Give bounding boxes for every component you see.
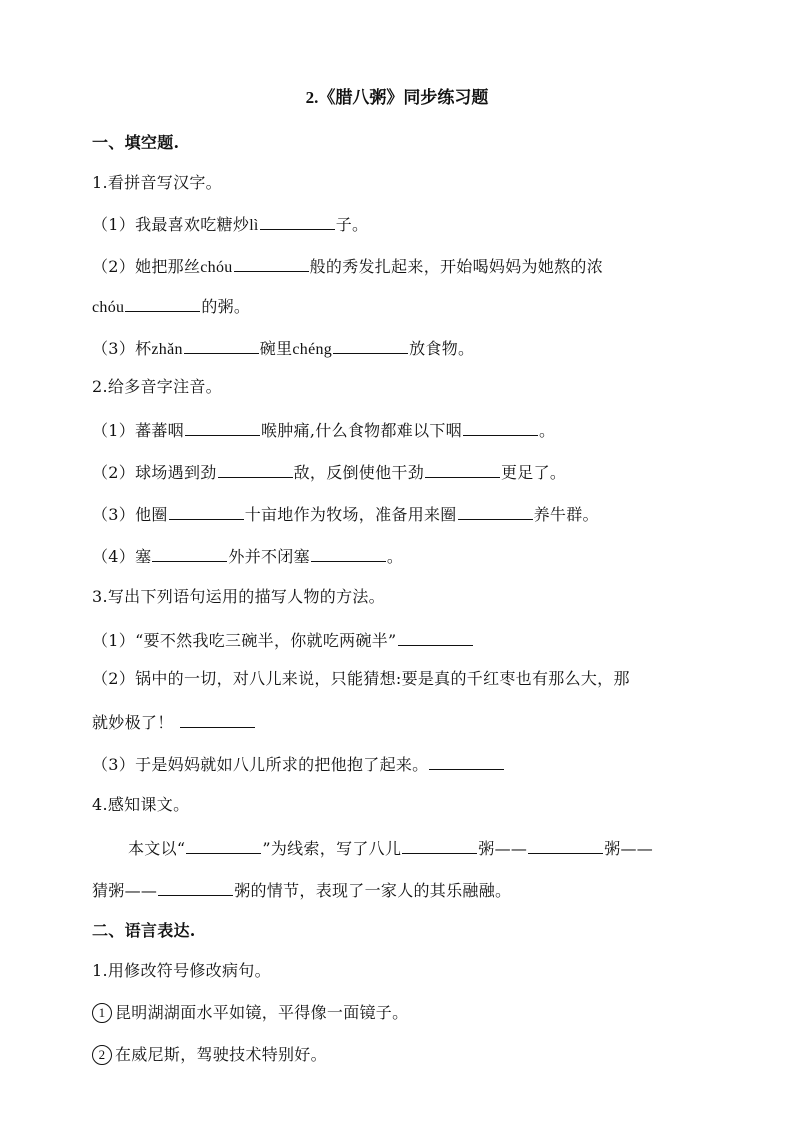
item-text: （1）蕃蕃咽: [92, 421, 184, 440]
answer-blank[interactable]: [425, 460, 500, 478]
item-text: （3）于是妈妈就如八儿所求的把他抱了起来。: [92, 755, 429, 774]
item-text: 粥——: [478, 839, 528, 858]
item-text: 喉肿痛,什么食物都难以下咽: [260, 421, 462, 440]
question-2-item-4: [92, 544, 403, 568]
pinyin: zhǎn: [151, 341, 183, 358]
answer-blank[interactable]: [528, 836, 603, 854]
question-1-item-2-cont: [92, 294, 250, 319]
item-text: 。: [538, 421, 556, 440]
answer-blank[interactable]: [169, 502, 244, 520]
answer-blank[interactable]: [125, 294, 200, 312]
answer-blank[interactable]: [218, 460, 293, 478]
item-text: 就妙极了！: [92, 713, 174, 732]
answer-blank[interactable]: [398, 628, 473, 646]
question-1-item-3: [92, 336, 474, 361]
item-text: （4）塞: [92, 547, 152, 566]
question-3-item-2-cont: [92, 710, 256, 734]
question-3-stem: 3.写出下列语句运用的描写人物的方法。: [92, 587, 385, 606]
item-text: 外并不闭塞: [228, 547, 310, 566]
pinyin: chóu: [200, 259, 233, 276]
answer-blank[interactable]: [152, 544, 227, 562]
item-text: 碗里: [259, 339, 293, 358]
item-text: 粥的情节，表现了一家人的其乐融融。: [234, 881, 512, 900]
answer-blank[interactable]: [180, 710, 255, 728]
item-text: 猜粥——: [92, 881, 158, 900]
item-text: 的粥。: [201, 297, 251, 316]
question-4-paragraph-line-2: [92, 878, 511, 902]
question-1-stem: 1.看拼音写汉字。: [92, 173, 222, 192]
answer-blank[interactable]: [463, 418, 538, 436]
item-text: 养牛群。: [533, 505, 599, 524]
circled-number: 1: [92, 1003, 112, 1023]
question-5-item-2: [92, 1044, 327, 1066]
item-text: （2）球场遇到劲: [92, 463, 217, 482]
answer-blank[interactable]: [185, 418, 260, 436]
answer-blank[interactable]: [158, 878, 233, 896]
item-text: （2）她把那丝: [92, 257, 201, 276]
answer-blank[interactable]: [311, 544, 386, 562]
item-text: （2）锅中的一切，对八儿来说，只能猜想:要是真的千红枣也有那么大，那: [92, 669, 630, 688]
item-text: 放食物。: [409, 339, 475, 358]
item-text: （3）杯: [92, 339, 152, 358]
question-1-item-2: [92, 254, 603, 279]
answer-blank[interactable]: [458, 502, 533, 520]
circled-number: 2: [92, 1045, 112, 1065]
item-text: 在威尼斯，驾驶技术特别好。: [115, 1045, 327, 1064]
question-2-item-3: [92, 502, 599, 526]
item-text: 粥——: [604, 839, 654, 858]
item-text: （3）他圈: [92, 505, 168, 524]
pinyin: lì: [249, 217, 259, 234]
section-heading-language-expression: 二、语言表达.: [92, 921, 196, 940]
pinyin: chóu: [92, 299, 125, 316]
page-title: 2.《腊八粥》同步练习题: [305, 88, 489, 107]
answer-blank[interactable]: [260, 212, 335, 230]
item-text: 般的秀发扎起来，开始喝妈妈为她熬的浓: [309, 257, 603, 276]
section-heading-fill-blank: 一、填空题.: [92, 133, 180, 152]
answer-blank[interactable]: [402, 836, 477, 854]
item-text: 。: [386, 547, 404, 566]
question-2-item-1: [92, 418, 555, 442]
item-text: （1）“要不然我吃三碗半，你就吃两碗半”: [92, 631, 397, 650]
answer-blank[interactable]: [234, 254, 309, 272]
item-text: 昆明湖湖面水平如镜，平得像一面镜子。: [115, 1003, 409, 1022]
answer-blank[interactable]: [333, 336, 408, 354]
question-3-item-2: [92, 668, 630, 690]
question-4-stem: 4.感知课文。: [92, 795, 190, 814]
answer-blank[interactable]: [184, 336, 259, 354]
item-text: 敌，反倒使他干劲: [293, 463, 424, 482]
item-text: 更足了。: [501, 463, 567, 482]
answer-blank[interactable]: [429, 752, 504, 770]
question-1-item-1: [92, 212, 368, 237]
question-3-item-3: [92, 752, 505, 776]
question-2-item-2: [92, 460, 566, 484]
question-5-item-1: [92, 1002, 408, 1024]
question-2-stem: 2.给多音字注音。: [92, 377, 222, 396]
item-text: 十亩地作为牧场，准备用来圈: [244, 505, 457, 524]
answer-blank[interactable]: [186, 836, 261, 854]
question-4-paragraph-line-1: [128, 836, 653, 860]
pinyin: chéng: [292, 341, 333, 358]
question-5-stem: 1.用修改符号修改病句。: [92, 961, 271, 980]
item-text: （1）我最喜欢吃糖炒: [92, 215, 250, 234]
item-text: 本文以“: [128, 839, 186, 858]
item-text: 子。: [335, 215, 369, 234]
question-3-item-1: [92, 628, 474, 652]
item-text: ”为线索，写了八儿: [262, 839, 402, 858]
